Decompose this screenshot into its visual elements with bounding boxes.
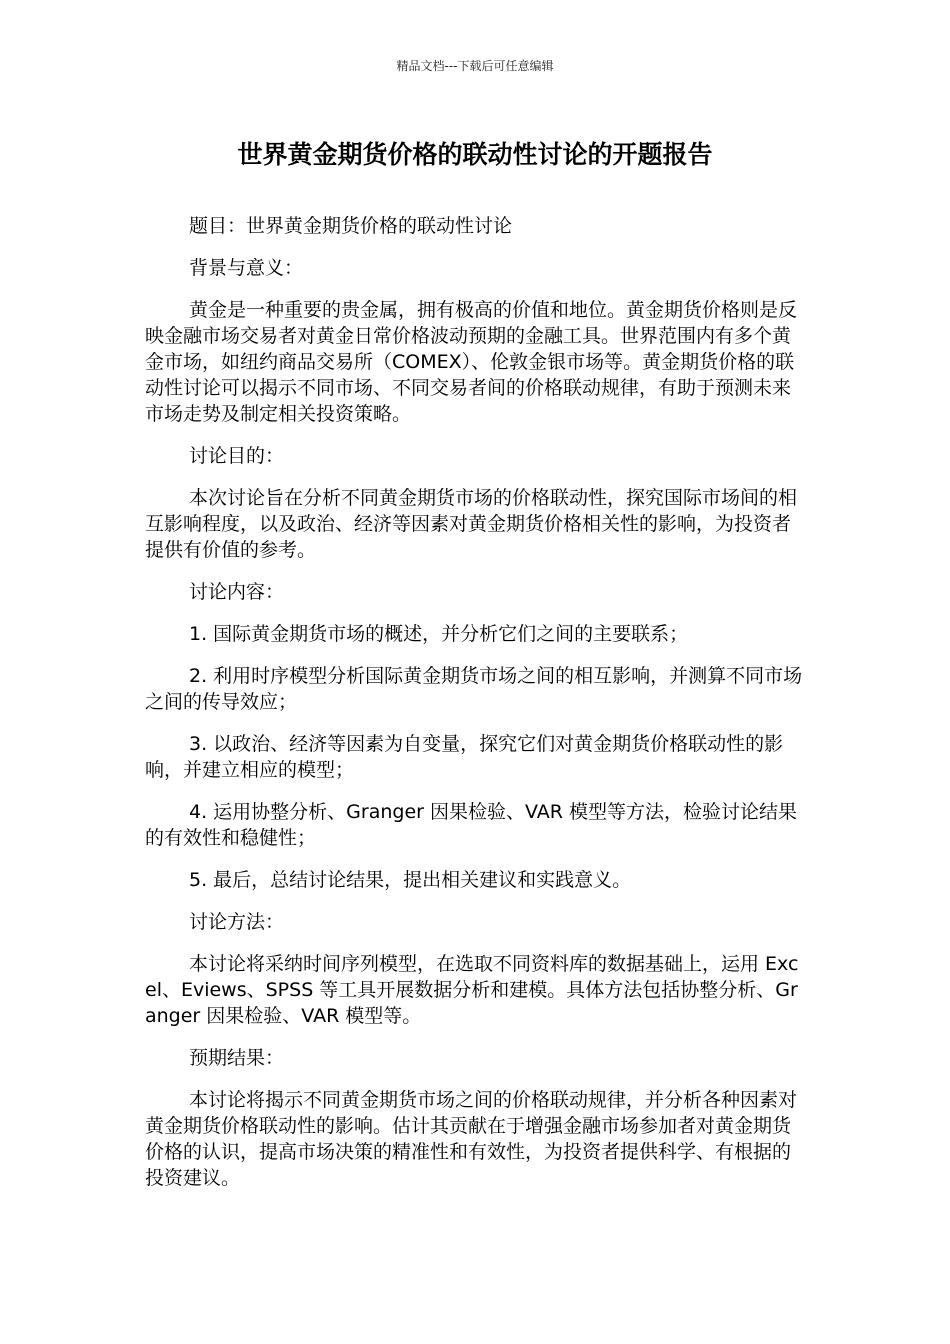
content-item-3: 3. 以政治、经济等因素为自变量，探究它们对黄金期货价格联动性的影响，并建立相应的模型； <box>145 733 784 781</box>
content-heading: 讨论内容： <box>189 581 285 603</box>
purpose-heading: 讨论目的： <box>189 445 285 467</box>
document-body <box>145 213 805 1207</box>
method-paragraph: 本讨论将采纳时间序列模型，在选取不同资料库的数据基础上，运用 Excel、Eviews、SPSS 等工具开展数据分析和建模。具体方法包括协整分析、Granger 因果检验、VAR 模型等。 <box>145 953 799 1027</box>
topic-line: 题目：世界黄金期货价格的联动性讨论 <box>189 215 513 237</box>
result-paragraph: 本讨论将揭示不同黄金期货市场之间的价格联动规律，并分析各种因素对黄金期货价格联动性的影响。估计其贡献在于增强金融市场参加者对黄金期货价格的认识，提高市场决策的精准性和有效性，为投资者提供科学、有根据的投资建议。 <box>145 1089 798 1189</box>
content-item-2: 2. 利用时序模型分析国际黄金期货市场之间的相互影响，并测算不同市场之间的传导效应； <box>145 665 803 713</box>
background-paragraph: 黄金是一种重要的贵金属，拥有极高的价值和地位。黄金期货价格则是反映金融市场交易者对黄金日常价格波动预期的金融工具。世界范围内有多个黄金市场，如纽约商品交易所（COMEX）、伦敦金银市场等。黄金期货价格的联动性讨论可以揭示不同市场、不同交易者间的价格联动规律，有助于预测未来市场走势及制定相关投资策略。 <box>145 299 798 425</box>
method-heading: 讨论方法： <box>189 911 285 933</box>
content-item-4: 4. 运用协整分析、Granger 因果检验、VAR 模型等方法，检验讨论结果的有效性和稳健性； <box>145 801 798 849</box>
document-title: 世界黄金期货价格的联动性讨论的开题报告 <box>237 140 713 169</box>
background-heading: 背景与意义： <box>189 257 304 279</box>
result-heading: 预期结果： <box>189 1047 285 1069</box>
page-header-note: 精品文档---下载后可任意编辑 <box>396 59 554 73</box>
content-item-1: 1. 国际黄金期货市场的概述，并分析它们之间的主要联系； <box>189 623 689 645</box>
purpose-paragraph: 本次讨论旨在分析不同黄金期货市场的价格联动性，探究国际市场间的相互影响程度，以及政治、经济等因素对黄金期货价格相关性的影响，为投资者提供有价值的参考。 <box>145 487 798 561</box>
content-item-5: 5. 最后，总结讨论结果，提出相关建议和实践意义。 <box>189 869 632 891</box>
